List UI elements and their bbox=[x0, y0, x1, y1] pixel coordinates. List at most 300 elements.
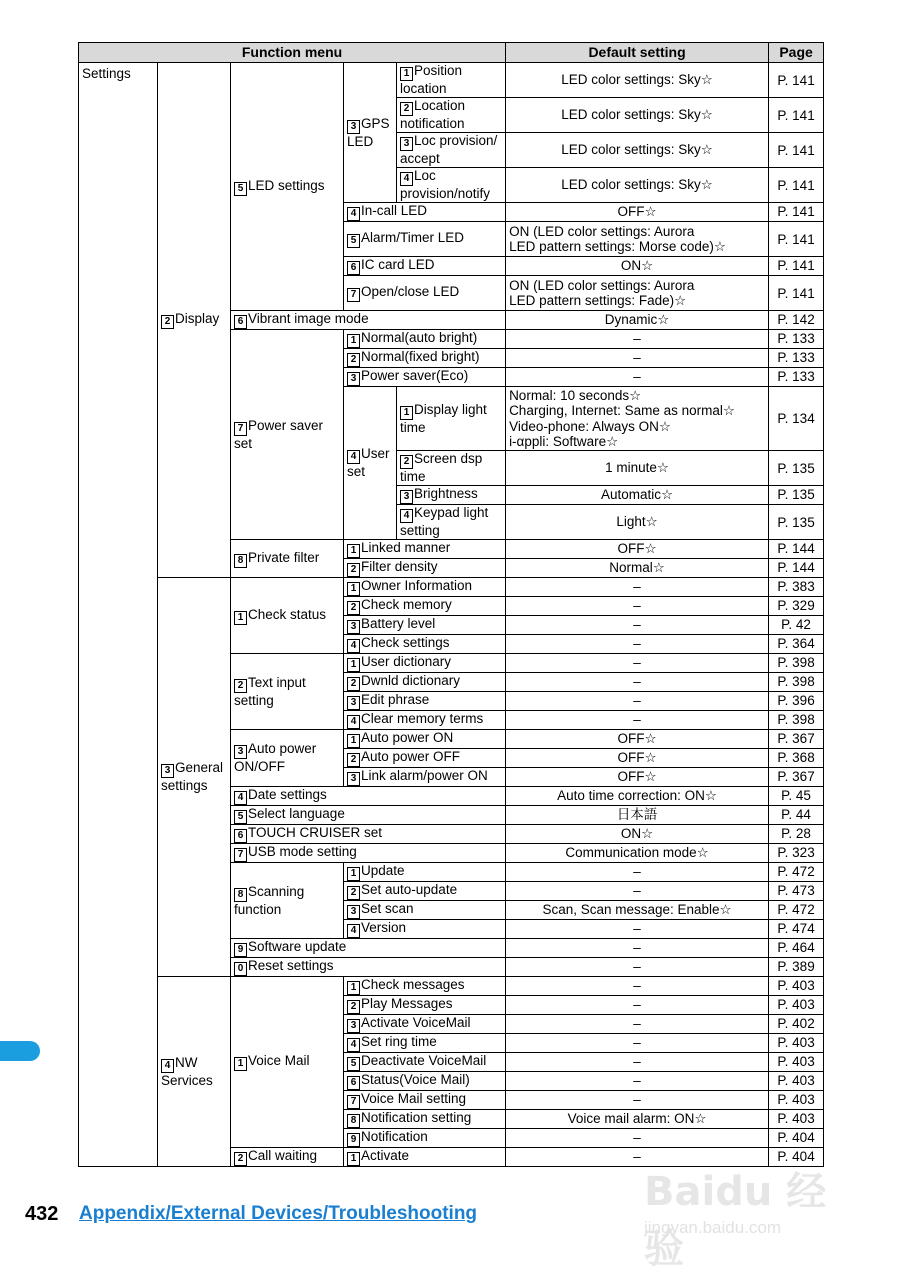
menu-number-key-icon: 4 bbox=[234, 791, 247, 805]
menu-label: Scanning function bbox=[234, 883, 305, 917]
page-reference: P. 141 bbox=[769, 257, 824, 276]
menu-label: Check settings bbox=[361, 635, 450, 650]
menu-cell-l4 bbox=[344, 578, 506, 597]
default-setting-cell bbox=[506, 958, 769, 977]
menu-number-key-icon: 3 bbox=[161, 764, 174, 778]
menu-cell-l3 bbox=[231, 787, 506, 806]
default-setting-cell bbox=[506, 451, 769, 486]
default-setting-value: – bbox=[633, 1092, 641, 1108]
menu-number-key-icon: 2 bbox=[347, 753, 360, 767]
menu-label: Deactivate VoiceMail bbox=[361, 1053, 487, 1068]
default-setting-value: OFF☆ bbox=[617, 204, 657, 220]
menu-number-key-icon: 4 bbox=[347, 1038, 360, 1052]
menu-cell-l4 bbox=[344, 977, 506, 996]
menu-cell-l2 bbox=[158, 578, 231, 977]
page-reference: P. 135 bbox=[769, 486, 824, 505]
menu-label: LED settings bbox=[248, 177, 325, 193]
page-reference: P. 389 bbox=[769, 958, 824, 977]
menu-number-key-icon: 3 bbox=[347, 772, 360, 786]
menu-cell-l5 bbox=[397, 505, 506, 540]
menu-cell-l3 bbox=[231, 863, 344, 939]
menu-label: Activate bbox=[361, 1148, 410, 1163]
menu-number-key-icon: 1 bbox=[400, 406, 413, 420]
menu-number-key-icon: 6 bbox=[347, 261, 360, 275]
page-reference: P. 403 bbox=[769, 1072, 824, 1091]
default-setting-cell bbox=[506, 787, 769, 806]
default-setting-cell bbox=[506, 486, 769, 505]
default-setting-value: ON☆ bbox=[620, 826, 654, 842]
default-setting-value: – bbox=[633, 1073, 641, 1089]
menu-number-key-icon: 9 bbox=[347, 1133, 360, 1147]
menu-number-key-icon: 7 bbox=[234, 848, 247, 862]
page-reference: P. 141 bbox=[769, 276, 824, 311]
menu-label: User dictionary bbox=[361, 654, 452, 669]
menu-number-key-icon: 2 bbox=[400, 455, 413, 469]
default-setting-value: Normal: 10 seconds☆ Charging, Internet: Same as normal☆ Video-phone: Always ON☆ i-αppli: Software☆ bbox=[509, 387, 736, 449]
menu-label: Display light time bbox=[400, 401, 487, 435]
menu-number-key-icon: 6 bbox=[234, 315, 247, 329]
menu-cell-l4 bbox=[344, 616, 506, 635]
default-setting-cell bbox=[506, 168, 769, 203]
menu-cell-l4 bbox=[344, 996, 506, 1015]
menu-number-key-icon: 4 bbox=[400, 509, 413, 523]
menu-cell-l4 bbox=[344, 559, 506, 578]
menu-number-key-icon: 1 bbox=[347, 544, 360, 558]
default-setting-cell bbox=[506, 749, 769, 768]
menu-number-key-icon: 3 bbox=[347, 120, 360, 134]
menu-label: Voice Mail bbox=[248, 1053, 310, 1068]
menu-label: Dwnld dictionary bbox=[361, 673, 461, 688]
default-setting-cell bbox=[506, 540, 769, 559]
menu-cell-l4 bbox=[344, 1015, 506, 1034]
default-setting-value: – bbox=[633, 921, 641, 937]
menu-number-key-icon: 1 bbox=[234, 1057, 247, 1071]
default-setting-cell bbox=[506, 882, 769, 901]
menu-label: Vibrant image mode bbox=[248, 311, 369, 326]
menu-cell-l4 bbox=[344, 749, 506, 768]
menu-cell-l4 bbox=[344, 276, 506, 311]
menu-number-key-icon: 8 bbox=[234, 554, 247, 568]
default-setting-value: 1 minute☆ bbox=[605, 460, 669, 476]
menu-label: Notification bbox=[361, 1129, 428, 1144]
default-setting-cell bbox=[506, 578, 769, 597]
menu-label: Set auto-update bbox=[361, 882, 458, 897]
default-setting-value: – bbox=[633, 693, 641, 709]
menu-cell-l2 bbox=[158, 63, 231, 578]
page-reference: P. 141 bbox=[769, 133, 824, 168]
page-reference: P. 141 bbox=[769, 98, 824, 133]
menu-label: Voice Mail setting bbox=[361, 1091, 467, 1106]
menu-label: Notification setting bbox=[361, 1110, 472, 1125]
menu-number-key-icon: 2 bbox=[347, 563, 360, 577]
page-reference: P. 28 bbox=[769, 825, 824, 844]
default-setting-cell bbox=[506, 806, 769, 825]
page-reference: P. 396 bbox=[769, 692, 824, 711]
default-setting-value: – bbox=[633, 350, 641, 366]
page-reference: P. 141 bbox=[769, 203, 824, 222]
menu-label: Text input setting bbox=[234, 674, 306, 708]
menu-cell-l4 bbox=[344, 540, 506, 559]
default-setting-value: – bbox=[633, 636, 641, 652]
page-reference: P. 368 bbox=[769, 749, 824, 768]
menu-label: Power saver set bbox=[234, 417, 324, 451]
menu-cell-l4 bbox=[344, 387, 397, 540]
menu-number-key-icon: 1 bbox=[347, 734, 360, 748]
page-number: 432 bbox=[25, 1203, 59, 1225]
default-setting-value: – bbox=[633, 978, 641, 994]
menu-number-key-icon: 2 bbox=[347, 601, 360, 615]
menu-number-key-icon: 1 bbox=[347, 334, 360, 348]
table-row bbox=[79, 63, 824, 98]
default-setting-cell bbox=[506, 616, 769, 635]
function-menu-header: Function menu bbox=[79, 43, 506, 63]
default-setting-cell bbox=[506, 559, 769, 578]
page-reference: P. 323 bbox=[769, 844, 824, 863]
menu-label: TOUCH CRUISER set bbox=[248, 825, 383, 840]
page-reference: P. 472 bbox=[769, 863, 824, 882]
menu-label: In-call LED bbox=[361, 203, 428, 218]
menu-number-key-icon: 2 bbox=[347, 353, 360, 367]
default-setting-value: OFF☆ bbox=[617, 731, 657, 747]
default-setting-value: ON☆ bbox=[620, 258, 654, 274]
page-reference: P. 398 bbox=[769, 673, 824, 692]
page-reference: P. 472 bbox=[769, 901, 824, 920]
menu-number-key-icon: 4 bbox=[347, 924, 360, 938]
page-reference: P. 404 bbox=[769, 1129, 824, 1148]
default-setting-value: – bbox=[633, 655, 641, 671]
menu-cell-l4 bbox=[344, 692, 506, 711]
default-setting-cell bbox=[506, 597, 769, 616]
menu-label: Auto power ON bbox=[361, 730, 454, 745]
default-setting-cell bbox=[506, 1091, 769, 1110]
page-header: Page bbox=[769, 43, 824, 63]
default-setting-value: Voice mail alarm: ON☆ bbox=[567, 1111, 707, 1127]
page-reference: P. 474 bbox=[769, 920, 824, 939]
default-setting-cell bbox=[506, 203, 769, 222]
menu-number-key-icon: 2 bbox=[161, 315, 174, 329]
default-setting-value: – bbox=[633, 598, 641, 614]
page-reference: P. 134 bbox=[769, 387, 824, 451]
menu-number-key-icon: 2 bbox=[234, 1152, 247, 1166]
default-setting-value: Dynamic☆ bbox=[604, 312, 670, 328]
menu-number-key-icon: 1 bbox=[347, 981, 360, 995]
default-setting-cell bbox=[506, 635, 769, 654]
default-setting-value: – bbox=[633, 959, 641, 975]
menu-cell-l3 bbox=[231, 540, 344, 578]
menu-number-key-icon: 1 bbox=[347, 582, 360, 596]
page-reference: P. 135 bbox=[769, 505, 824, 540]
default-setting-value: LED color settings: Sky☆ bbox=[561, 72, 713, 88]
menu-cell-l3 bbox=[231, 825, 506, 844]
default-setting-value: – bbox=[633, 997, 641, 1013]
default-setting-cell bbox=[506, 1034, 769, 1053]
table-row bbox=[79, 578, 824, 597]
menu-label: General settings bbox=[161, 760, 224, 794]
menu-label: Battery level bbox=[361, 616, 436, 631]
table-body bbox=[79, 63, 824, 1167]
menu-number-key-icon: 3 bbox=[347, 1019, 360, 1033]
page-reference: P. 403 bbox=[769, 1110, 824, 1129]
default-setting-cell bbox=[506, 863, 769, 882]
menu-label: Status(Voice Mail) bbox=[361, 1072, 470, 1087]
menu-label: Power saver(Eco) bbox=[361, 368, 469, 383]
menu-cell-l3 bbox=[231, 958, 506, 977]
menu-label: Link alarm/power ON bbox=[361, 768, 488, 783]
default-setting-value: – bbox=[633, 1149, 641, 1165]
menu-label: Display bbox=[175, 311, 220, 326]
default-setting-value: – bbox=[633, 369, 641, 385]
menu-label: Settings bbox=[82, 66, 131, 81]
default-setting-value: – bbox=[633, 864, 641, 880]
menu-label: Check memory bbox=[361, 597, 452, 612]
menu-label: Owner Information bbox=[361, 578, 473, 593]
section-index-tab bbox=[0, 1041, 40, 1061]
menu-cell-l4 bbox=[344, 863, 506, 882]
menu-label: Software update bbox=[248, 939, 347, 954]
menu-number-key-icon: 3 bbox=[347, 696, 360, 710]
default-setting-value: – bbox=[633, 1054, 641, 1070]
menu-cell-l4 bbox=[344, 257, 506, 276]
menu-number-key-icon: 7 bbox=[234, 422, 247, 436]
menu-number-key-icon: 7 bbox=[347, 1095, 360, 1109]
menu-cell-l4 bbox=[344, 1148, 506, 1167]
menu-cell-l3 bbox=[231, 311, 506, 330]
default-setting-cell bbox=[506, 1053, 769, 1072]
menu-cell-l4 bbox=[344, 1053, 506, 1072]
default-setting-value: OFF☆ bbox=[617, 750, 657, 766]
table-row bbox=[79, 977, 824, 996]
menu-number-key-icon: 2 bbox=[234, 679, 247, 693]
menu-number-key-icon: 5 bbox=[234, 182, 247, 196]
page-reference: P. 144 bbox=[769, 559, 824, 578]
menu-cell-l4 bbox=[344, 920, 506, 939]
default-setting-cell bbox=[506, 222, 769, 257]
page-reference: P. 44 bbox=[769, 806, 824, 825]
menu-number-key-icon: 4 bbox=[347, 639, 360, 653]
menu-cell-l5 bbox=[397, 98, 506, 133]
menu-cell-l3 bbox=[231, 806, 506, 825]
page-reference: P. 402 bbox=[769, 1015, 824, 1034]
menu-cell-l5 bbox=[397, 486, 506, 505]
menu-cell-l4 bbox=[344, 1110, 506, 1129]
menu-number-key-icon: 7 bbox=[347, 288, 360, 302]
page-reference: P. 403 bbox=[769, 1053, 824, 1072]
menu-number-key-icon: 5 bbox=[234, 810, 247, 824]
menu-label: Private filter bbox=[248, 549, 320, 565]
menu-number-key-icon: 2 bbox=[347, 1000, 360, 1014]
default-setting-value: LED color settings: Sky☆ bbox=[561, 142, 713, 158]
menu-label: Set scan bbox=[361, 901, 414, 916]
default-setting-value: 日本語 bbox=[616, 807, 658, 823]
page-reference: P. 142 bbox=[769, 311, 824, 330]
page-reference: P. 133 bbox=[769, 330, 824, 349]
default-setting-cell bbox=[506, 330, 769, 349]
default-setting-cell bbox=[506, 825, 769, 844]
menu-cell-l3 bbox=[231, 730, 344, 787]
page-reference: P. 367 bbox=[769, 768, 824, 787]
default-setting-cell bbox=[506, 673, 769, 692]
default-setting-value: – bbox=[633, 617, 641, 633]
default-setting-cell bbox=[506, 920, 769, 939]
default-setting-cell bbox=[506, 901, 769, 920]
menu-label: Position location bbox=[400, 63, 463, 97]
page-reference: P. 135 bbox=[769, 451, 824, 486]
default-setting-cell bbox=[506, 844, 769, 863]
menu-cell-l3 bbox=[231, 977, 344, 1148]
menu-cell-l4 bbox=[344, 635, 506, 654]
menu-cell-l3 bbox=[231, 330, 344, 540]
menu-number-key-icon: 4 bbox=[400, 172, 413, 186]
menu-number-key-icon: 5 bbox=[347, 234, 360, 248]
menu-cell-l3 bbox=[231, 939, 506, 958]
default-setting-cell bbox=[506, 1110, 769, 1129]
menu-number-key-icon: 3 bbox=[400, 137, 413, 151]
menu-cell-l4 bbox=[344, 882, 506, 901]
watermark-url: jingyan.baidu.com bbox=[644, 1218, 782, 1237]
menu-number-key-icon: 6 bbox=[347, 1076, 360, 1090]
menu-number-key-icon: 4 bbox=[161, 1059, 174, 1073]
page-reference: P. 398 bbox=[769, 654, 824, 673]
menu-label: Reset settings bbox=[248, 958, 334, 973]
default-setting-value: – bbox=[633, 1035, 641, 1051]
menu-cell-l4 bbox=[344, 768, 506, 787]
table-header-row bbox=[79, 43, 824, 63]
page-reference: P. 141 bbox=[769, 222, 824, 257]
page-reference: P. 403 bbox=[769, 977, 824, 996]
menu-number-key-icon: 0 bbox=[234, 962, 247, 976]
menu-number-key-icon: 8 bbox=[347, 1114, 360, 1128]
default-setting-cell bbox=[506, 654, 769, 673]
default-setting-cell bbox=[506, 711, 769, 730]
menu-cell-l5 bbox=[397, 451, 506, 486]
default-setting-cell bbox=[506, 977, 769, 996]
menu-cell-l4 bbox=[344, 349, 506, 368]
default-setting-cell bbox=[506, 98, 769, 133]
page-reference: P. 464 bbox=[769, 939, 824, 958]
default-setting-value: – bbox=[633, 883, 641, 899]
default-setting-cell bbox=[506, 63, 769, 98]
default-setting-value: LED color settings: Sky☆ bbox=[561, 177, 713, 193]
menu-cell-l4 bbox=[344, 711, 506, 730]
page-reference: P. 383 bbox=[769, 578, 824, 597]
page-reference: P. 403 bbox=[769, 996, 824, 1015]
page-reference: P. 403 bbox=[769, 1091, 824, 1110]
page-reference: P. 141 bbox=[769, 168, 824, 203]
menu-label: Linked manner bbox=[361, 540, 451, 555]
default-setting-value: LED color settings: Sky☆ bbox=[561, 107, 713, 123]
default-setting-cell bbox=[506, 939, 769, 958]
menu-cell-l4 bbox=[344, 63, 397, 203]
menu-label: NW Services bbox=[161, 1054, 213, 1088]
menu-label: Version bbox=[361, 920, 407, 935]
page-reference: P. 133 bbox=[769, 349, 824, 368]
default-setting-cell bbox=[506, 1072, 769, 1091]
default-setting-value: – bbox=[633, 579, 641, 595]
default-setting-cell bbox=[506, 692, 769, 711]
menu-number-key-icon: 8 bbox=[234, 888, 247, 902]
menu-number-key-icon: 1 bbox=[347, 658, 360, 672]
menu-label: Edit phrase bbox=[361, 692, 430, 707]
menu-label: USB mode setting bbox=[248, 844, 357, 859]
default-setting-value: – bbox=[633, 712, 641, 728]
default-setting-value: Communication mode☆ bbox=[565, 845, 709, 861]
menu-number-key-icon: 4 bbox=[347, 207, 360, 221]
menu-cell-l4 bbox=[344, 1129, 506, 1148]
default-setting-value: ON (LED color settings: Aurora LED pattern settings: Fade)☆ bbox=[509, 277, 695, 308]
menu-cell-l5 bbox=[397, 63, 506, 98]
menu-number-key-icon: 3 bbox=[347, 372, 360, 386]
default-setting-cell bbox=[506, 1015, 769, 1034]
menu-label: Location notification bbox=[400, 98, 466, 132]
default-setting-cell bbox=[506, 276, 769, 311]
menu-number-key-icon: 2 bbox=[347, 677, 360, 691]
menu-label: GPS LED bbox=[347, 115, 390, 149]
page-reference: P. 133 bbox=[769, 368, 824, 387]
default-setting-cell bbox=[506, 133, 769, 168]
default-setting-value: OFF☆ bbox=[617, 769, 657, 785]
default-setting-value: – bbox=[633, 1016, 641, 1032]
menu-label: Brightness bbox=[414, 486, 478, 501]
watermark bbox=[640, 1140, 850, 1272]
menu-cell-l3 bbox=[231, 578, 344, 654]
menu-number-key-icon: 1 bbox=[400, 67, 413, 81]
menu-number-key-icon: 3 bbox=[347, 620, 360, 634]
default-setting-cell bbox=[506, 368, 769, 387]
menu-label: User set bbox=[347, 446, 390, 480]
menu-label: Keypad light setting bbox=[400, 505, 489, 539]
menu-cell-l4 bbox=[344, 368, 506, 387]
menu-label: Call waiting bbox=[248, 1148, 318, 1163]
default-setting-value: – bbox=[633, 331, 641, 347]
page-reference: P. 403 bbox=[769, 1034, 824, 1053]
menu-label: Play Messages bbox=[361, 996, 453, 1011]
menu-label: Loc provision/notify bbox=[400, 168, 491, 202]
menu-cell-l4 bbox=[344, 730, 506, 749]
menu-label: Auto power ON/OFF bbox=[234, 741, 317, 775]
menu-number-key-icon: 6 bbox=[234, 829, 247, 843]
page-reference: P. 473 bbox=[769, 882, 824, 901]
menu-cell-l5 bbox=[397, 387, 506, 451]
menu-label: Normal(fixed bright) bbox=[361, 349, 480, 364]
menu-cell-l4 bbox=[344, 597, 506, 616]
section-title-link[interactable]: Appendix/External Devices/Troubleshooting bbox=[79, 1203, 478, 1224]
watermark-logo: Baidu 经验 bbox=[644, 1169, 827, 1272]
default-setting-cell bbox=[506, 505, 769, 540]
menu-label: Set ring time bbox=[361, 1034, 437, 1049]
menu-cell-l4 bbox=[344, 330, 506, 349]
page-reference: P. 42 bbox=[769, 616, 824, 635]
menu-cell-l4 bbox=[344, 673, 506, 692]
default-setting-value: – bbox=[633, 674, 641, 690]
default-setting-value: – bbox=[633, 1130, 641, 1146]
default-setting-value: Normal☆ bbox=[609, 560, 665, 576]
menu-cell-l4 bbox=[344, 901, 506, 920]
menu-label: Screen dsp time bbox=[400, 451, 483, 485]
menu-label: IC card LED bbox=[361, 257, 435, 272]
menu-label: Check messages bbox=[361, 977, 465, 992]
menu-number-key-icon: 3 bbox=[347, 905, 360, 919]
page-reference: P. 404 bbox=[769, 1148, 824, 1167]
menu-cell-l2 bbox=[158, 977, 231, 1167]
menu-cell-l1 bbox=[79, 63, 158, 1167]
default-setting-cell bbox=[506, 996, 769, 1015]
menu-label: Clear memory terms bbox=[361, 711, 484, 726]
default-setting-value: Auto time correction: ON☆ bbox=[557, 788, 718, 804]
menu-number-key-icon: 5 bbox=[347, 1057, 360, 1071]
menu-label: Date settings bbox=[248, 787, 327, 802]
menu-number-key-icon: 1 bbox=[347, 1152, 360, 1166]
default-setting-cell bbox=[506, 311, 769, 330]
